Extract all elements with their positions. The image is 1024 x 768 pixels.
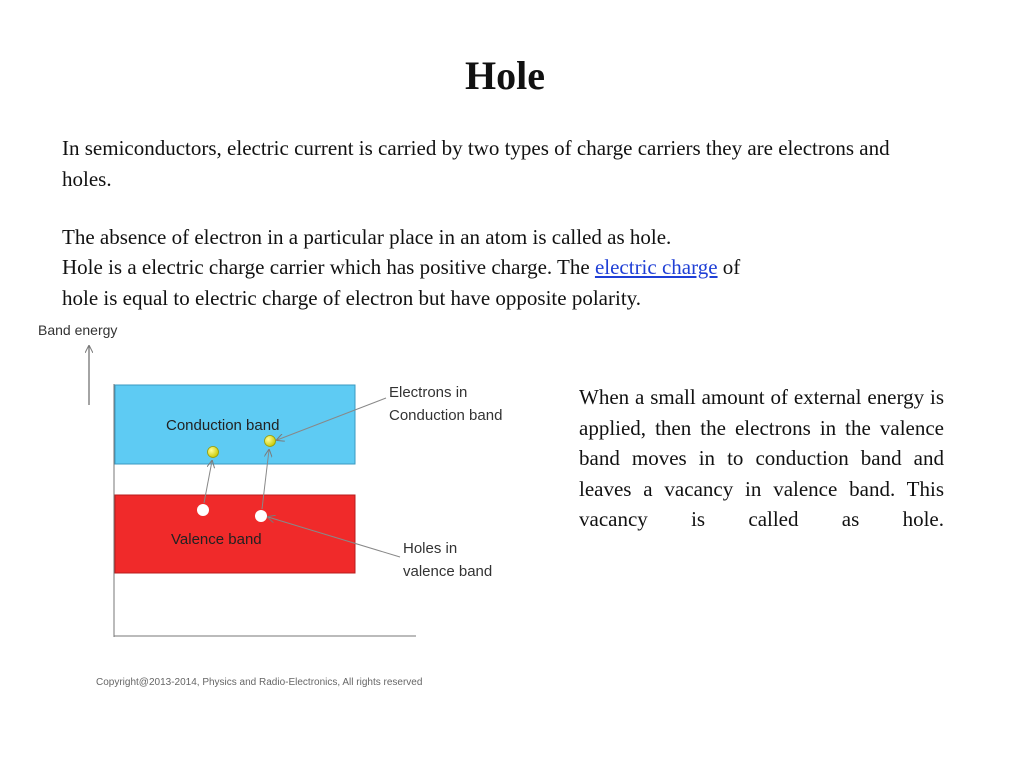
electron-1	[208, 447, 219, 458]
conduction-band-label: Conduction band	[166, 417, 280, 434]
holes-label-line2: valence band	[403, 563, 493, 580]
carrier-text-end: of	[722, 255, 741, 279]
side-explanation: When a small amount of external energy is applied, then the electrons in the valence band moves in to conduction band and leaves a vacancy in valence band. This vacancy is called as hole.	[579, 385, 944, 531]
slide-title: Hole	[465, 53, 545, 98]
electrons-label-line2: Conduction band	[389, 407, 503, 424]
hole-1	[197, 504, 209, 516]
definition-paragraph: The absence of electron in a particular place in an atom is called as hole.	[62, 225, 672, 249]
electron-2	[265, 436, 276, 447]
band-energy-axis-label: Band energy	[38, 322, 118, 338]
electrons-label-line1: Electrons in	[389, 384, 468, 401]
holes-label-line1: Holes in	[403, 540, 458, 557]
carrier-text: Hole is a electric charge carrier which has positive charge. The	[62, 255, 590, 279]
hole-2	[255, 510, 267, 522]
carrier-paragraph-line2: hole is equal to electric charge of electron but have opposite polarity.	[62, 286, 642, 310]
intro-paragraph: In semiconductors, electric current is carried by two types of charge carriers they are electrons and holes.	[62, 136, 890, 191]
copyright-notice: Copyright@2013-2014, Physics and Radio-Electronics, All rights reserved	[96, 677, 423, 688]
electric-charge-link[interactable]: electric charge	[594, 255, 718, 279]
valence-band-label: Valence band	[171, 531, 262, 548]
